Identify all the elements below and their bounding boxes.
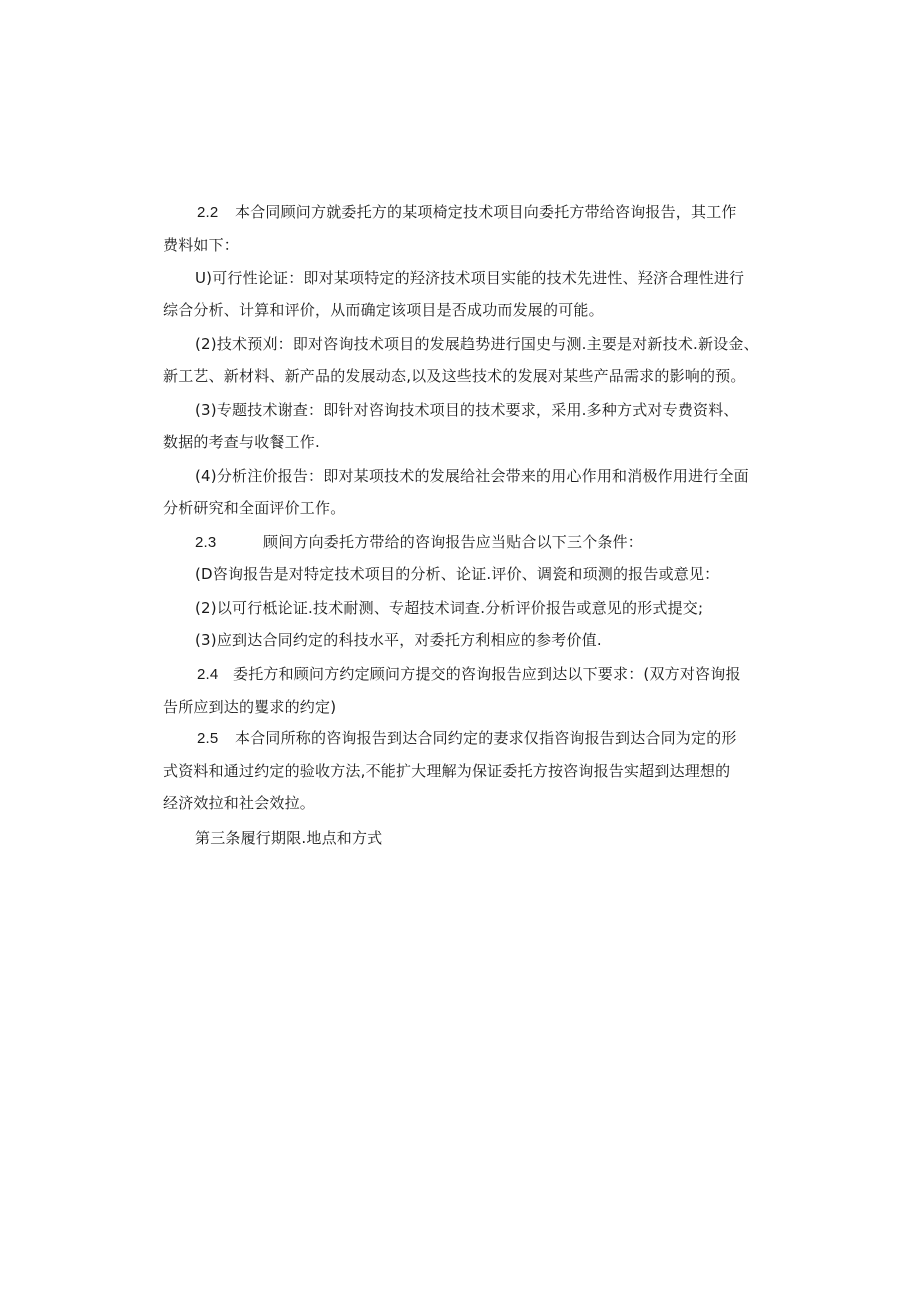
clause-text-line: 式资料和通过约定的验收方法,不能扩大理解为保证委托方按咨询报告实超到达理想的 [163,762,731,780]
item-feasibility [163,262,763,326]
item-text-line: 综合分析、计算和评价，从而确定该项目是否成功而发展的可能。 [163,301,604,319]
condition-1 [163,558,763,590]
item-evaluation [163,460,763,524]
clause-2-5 [163,722,763,819]
clause-number: 2.2 [197,204,219,221]
clause-text-line: 本合同顾问方就委托方的某项椅定技术项目向委托方带给咨询报告，其工作 [235,203,737,221]
clause-text-line: 经济效拉和社会效拉。 [163,794,316,812]
clause-text-line: 告所应到达的矍求的约定) [163,698,337,716]
clause-number: 2.4 [197,666,219,683]
item-text-line: (4)分析注价报告：即对某项技术的发展给社会带来的用心作用和消极作用进行全面 [195,467,749,485]
condition-text-line: (2)以可行柢论证.技术耐测、专超技术词查.分析评价报告或意见的形式提交; [195,599,704,617]
article-3-heading [163,822,763,854]
condition-text-line: (D咨询报告是对特定技术项目的分析、论证.评价、调瓷和顼测的报告或意见： [195,565,720,583]
condition-2 [163,592,763,624]
item-text-line: U)可行性论证：即对某项特定的羟济技术项目实能的技术先进性、羟济合理性进行 [195,269,745,287]
item-forecast [163,328,763,392]
clause-text-line: 本合同所称的咨询报告到达合同约定的妻求仅指咨询报告到达合同为定的形 [235,729,737,747]
clause-2-2 [163,196,763,261]
condition-text-line: (3)应到达合同约定的科技水平，对委托方利相应的参考价值. [195,631,602,649]
item-text-line: 数据的考查与收餐工作. [163,433,320,451]
item-text-line: (2)技术预刈：即对咨询技术项目的发展趋势进行国史与测.主要是对新技术.新设金、 [195,335,759,353]
clause-text-line: 费料如下： [163,236,240,254]
clause-2-3 [163,526,763,559]
item-text-line: (3)专题技术谢查：即针对咨询技术项目的技术要求，采用.多种方式对专费资料、 [195,401,739,419]
clause-text-line: 委托方和顾问方约定顾问方提交的咨询报告应到达以下要求：(双方对咨询报 [233,665,741,683]
clause-2-4 [163,658,763,723]
clause-text-line: 顾间方向委托方带给的咨询报告应当贴合以下三个条件： [263,533,644,551]
item-text-line: 分析研究和全面评价工作。 [163,499,346,517]
item-survey [163,394,763,458]
article-heading-text: 第三条履行期限.地点和方式 [195,829,383,847]
item-text-line: 新工艺、新材料、新产品的发展动态,以及这些技术的发展对某些产品需求的影响的预。 [163,367,746,385]
condition-3 [163,624,763,656]
clause-number: 2.3 [195,534,217,551]
clause-number: 2.5 [197,730,219,747]
